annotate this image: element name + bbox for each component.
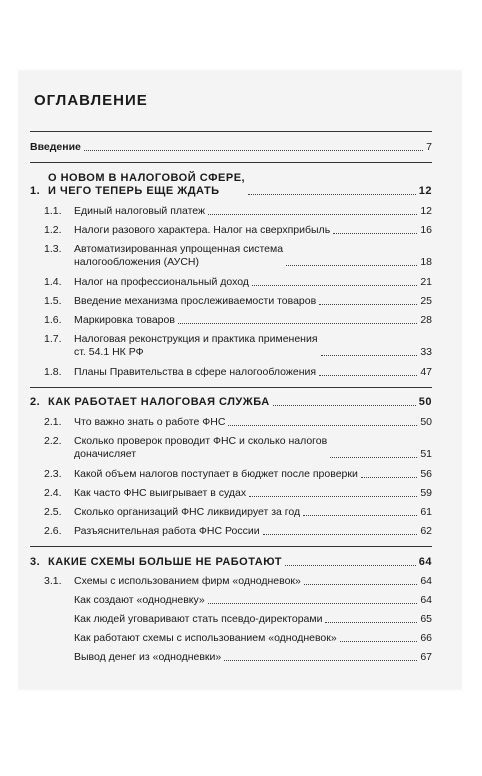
entry-number: 1.6.: [44, 314, 62, 326]
dot-leader: [340, 640, 418, 642]
toc-entry-intro[interactable]: [30, 141, 432, 154]
entry-title: Налоги разового характера. Налог на сверхприбыль: [74, 224, 331, 236]
section-number: 2.: [30, 396, 41, 408]
entry-title: Сколько организаций ФНС ликвидирует за год: [74, 506, 301, 518]
toc-page-number: 47: [420, 366, 432, 378]
entry-title: Введение механизма прослеживаемости товаров: [74, 295, 317, 307]
toc-page-number: 21: [420, 276, 432, 288]
toc-page-number: 33: [420, 346, 432, 358]
entry-title: Как часто ФНС выигрывает в судах: [74, 487, 247, 499]
entry-title: Налоговая реконструкция и практика применения ст. 54.1 НК РФ: [74, 333, 318, 358]
entry-number: 3.1.: [44, 575, 62, 587]
dot-leader: [208, 213, 417, 215]
toc-entry[interactable]: [44, 468, 432, 481]
entry-number: 2.3.: [44, 468, 62, 480]
entry-title: Разъяснительная работа ФНС России: [74, 525, 260, 537]
dot-leader: [330, 456, 417, 458]
toc-entry[interactable]: [44, 366, 432, 379]
toc-page-number: 50: [420, 416, 432, 428]
section-title: КАКИЕ СХЕМЫ БОЛЬШЕ НЕ РАБОТАЮТ: [48, 556, 282, 568]
divider: [30, 546, 432, 547]
toc-entry[interactable]: [44, 333, 432, 359]
toc-page-number: 12: [418, 185, 432, 197]
toc-entry-title: Введение: [30, 141, 81, 153]
section-title: О НОВОМ В НАЛОГОВОЙ СФЕРЕ, И ЧЕГО ТЕПЕРЬ ЕЩЕ ЖДАТЬ: [48, 172, 246, 197]
entry-title: Сколько проверок проводит ФНС и сколько налогов доначисляет: [74, 435, 328, 460]
entry-number: 2.2.: [44, 435, 62, 447]
toc-entry[interactable]: [44, 243, 432, 269]
entry-title: Вывод денег из «однодневки»: [74, 651, 222, 663]
toc-page-number: 51: [420, 448, 432, 460]
section-title: КАК РАБОТАЕТ НАЛОГОВАЯ СЛУЖБА: [48, 396, 270, 408]
toc-entry[interactable]: [44, 276, 432, 289]
toc-entry[interactable]: [44, 525, 432, 538]
entry-number: 1.1.: [44, 205, 62, 217]
toc-page-number: 67: [420, 651, 432, 663]
dot-leader: [84, 149, 423, 151]
toc-page-number: 62: [420, 525, 432, 537]
toc-page-number: 56: [420, 468, 432, 480]
entry-title: Какой объем налогов поступает в бюджет после проверки: [74, 468, 358, 480]
toc-subentry[interactable]: [74, 613, 432, 626]
dot-leader: [208, 602, 418, 604]
entry-number: 1.2.: [44, 224, 62, 236]
toc-entry[interactable]: [44, 224, 432, 237]
entry-title: Как работают схемы с использованием «однодневок»: [74, 632, 337, 644]
entry-number: 1.5.: [44, 295, 62, 307]
dot-leader: [333, 232, 417, 234]
entry-title: Налог на профессиональный доход: [74, 276, 249, 288]
entry-title: Единый налоговый платеж: [74, 205, 206, 217]
entry-number: 2.1.: [44, 416, 62, 428]
entry-number: 2.4.: [44, 487, 62, 499]
toc-page-number: 18: [420, 256, 432, 268]
dot-leader: [319, 374, 417, 376]
toc-entry[interactable]: [44, 314, 432, 327]
entry-title: Схемы с использованием фирм «однодневок»: [74, 575, 301, 587]
entry-number: 1.8.: [44, 366, 62, 378]
dot-leader: [224, 659, 417, 661]
dot-leader: [263, 533, 418, 535]
entry-title: Как создают «однодневку»: [74, 594, 205, 606]
toc-entry[interactable]: [44, 416, 432, 429]
toc-section-2[interactable]: [30, 396, 432, 409]
dot-leader: [303, 514, 417, 516]
toc-page-number: 28: [420, 314, 432, 326]
toc-page-number: 61: [420, 506, 432, 518]
toc-subentry[interactable]: [74, 632, 432, 645]
toc-section-3[interactable]: [30, 556, 432, 569]
divider: [30, 387, 432, 388]
toc-page-number: 64: [420, 575, 432, 587]
toc-page-number: 64: [418, 556, 432, 568]
dot-leader: [252, 284, 417, 286]
entry-title: Планы Правительства в сфере налогообложения: [74, 366, 317, 378]
toc-subentry[interactable]: [74, 594, 432, 607]
dot-leader: [286, 264, 417, 266]
entry-number: 2.6.: [44, 525, 62, 537]
divider: [30, 131, 432, 132]
toc-page-number: 59: [420, 487, 432, 499]
toc-entry[interactable]: [44, 435, 432, 461]
toc-page-number: 25: [420, 295, 432, 307]
divider: [30, 162, 432, 163]
dot-leader: [249, 495, 417, 497]
dot-leader: [325, 621, 417, 623]
toc-page-number: 66: [420, 632, 432, 644]
entry-title: Как людей уговаривают стать псевдо-директорами: [74, 613, 323, 625]
toc-entry[interactable]: [44, 295, 432, 308]
entry-number: 1.4.: [44, 276, 62, 288]
dot-leader: [248, 193, 416, 195]
dot-leader: [319, 303, 417, 305]
toc-page-number: 65: [420, 613, 432, 625]
toc-entry[interactable]: [44, 205, 432, 218]
dot-leader: [178, 322, 417, 324]
toc-page-number: 16: [420, 224, 432, 236]
dot-leader: [304, 583, 417, 585]
entry-title: Что важно знать о работе ФНС: [74, 416, 226, 428]
section-number: 1.: [30, 185, 41, 197]
dot-leader: [361, 476, 417, 478]
toc-section-1[interactable]: [30, 172, 432, 198]
toc-entry[interactable]: [44, 487, 432, 500]
dot-leader: [228, 424, 417, 426]
toc-page-number: 50: [418, 396, 432, 408]
entry-title: Автоматизированная упрощенная система налогообложения (АУСН): [74, 243, 284, 268]
entry-number: 1.7.: [44, 333, 62, 345]
toc-entry[interactable]: [44, 506, 432, 519]
dot-leader: [321, 354, 418, 356]
toc-entry[interactable]: [44, 575, 432, 588]
section-number: 3.: [30, 556, 41, 568]
dot-leader: [273, 404, 416, 406]
toc-page-number: 64: [420, 594, 432, 606]
dot-leader: [285, 564, 416, 566]
entry-number: 2.5.: [44, 506, 62, 518]
toc-subentry[interactable]: [74, 651, 432, 664]
entry-number: 1.3.: [44, 243, 62, 255]
toc-title: ОГЛАВЛЕНИЕ: [34, 92, 148, 109]
entry-title: Маркировка товаров: [74, 314, 175, 326]
toc-page-number: 12: [420, 205, 432, 217]
toc-page-number: 7: [426, 141, 432, 153]
